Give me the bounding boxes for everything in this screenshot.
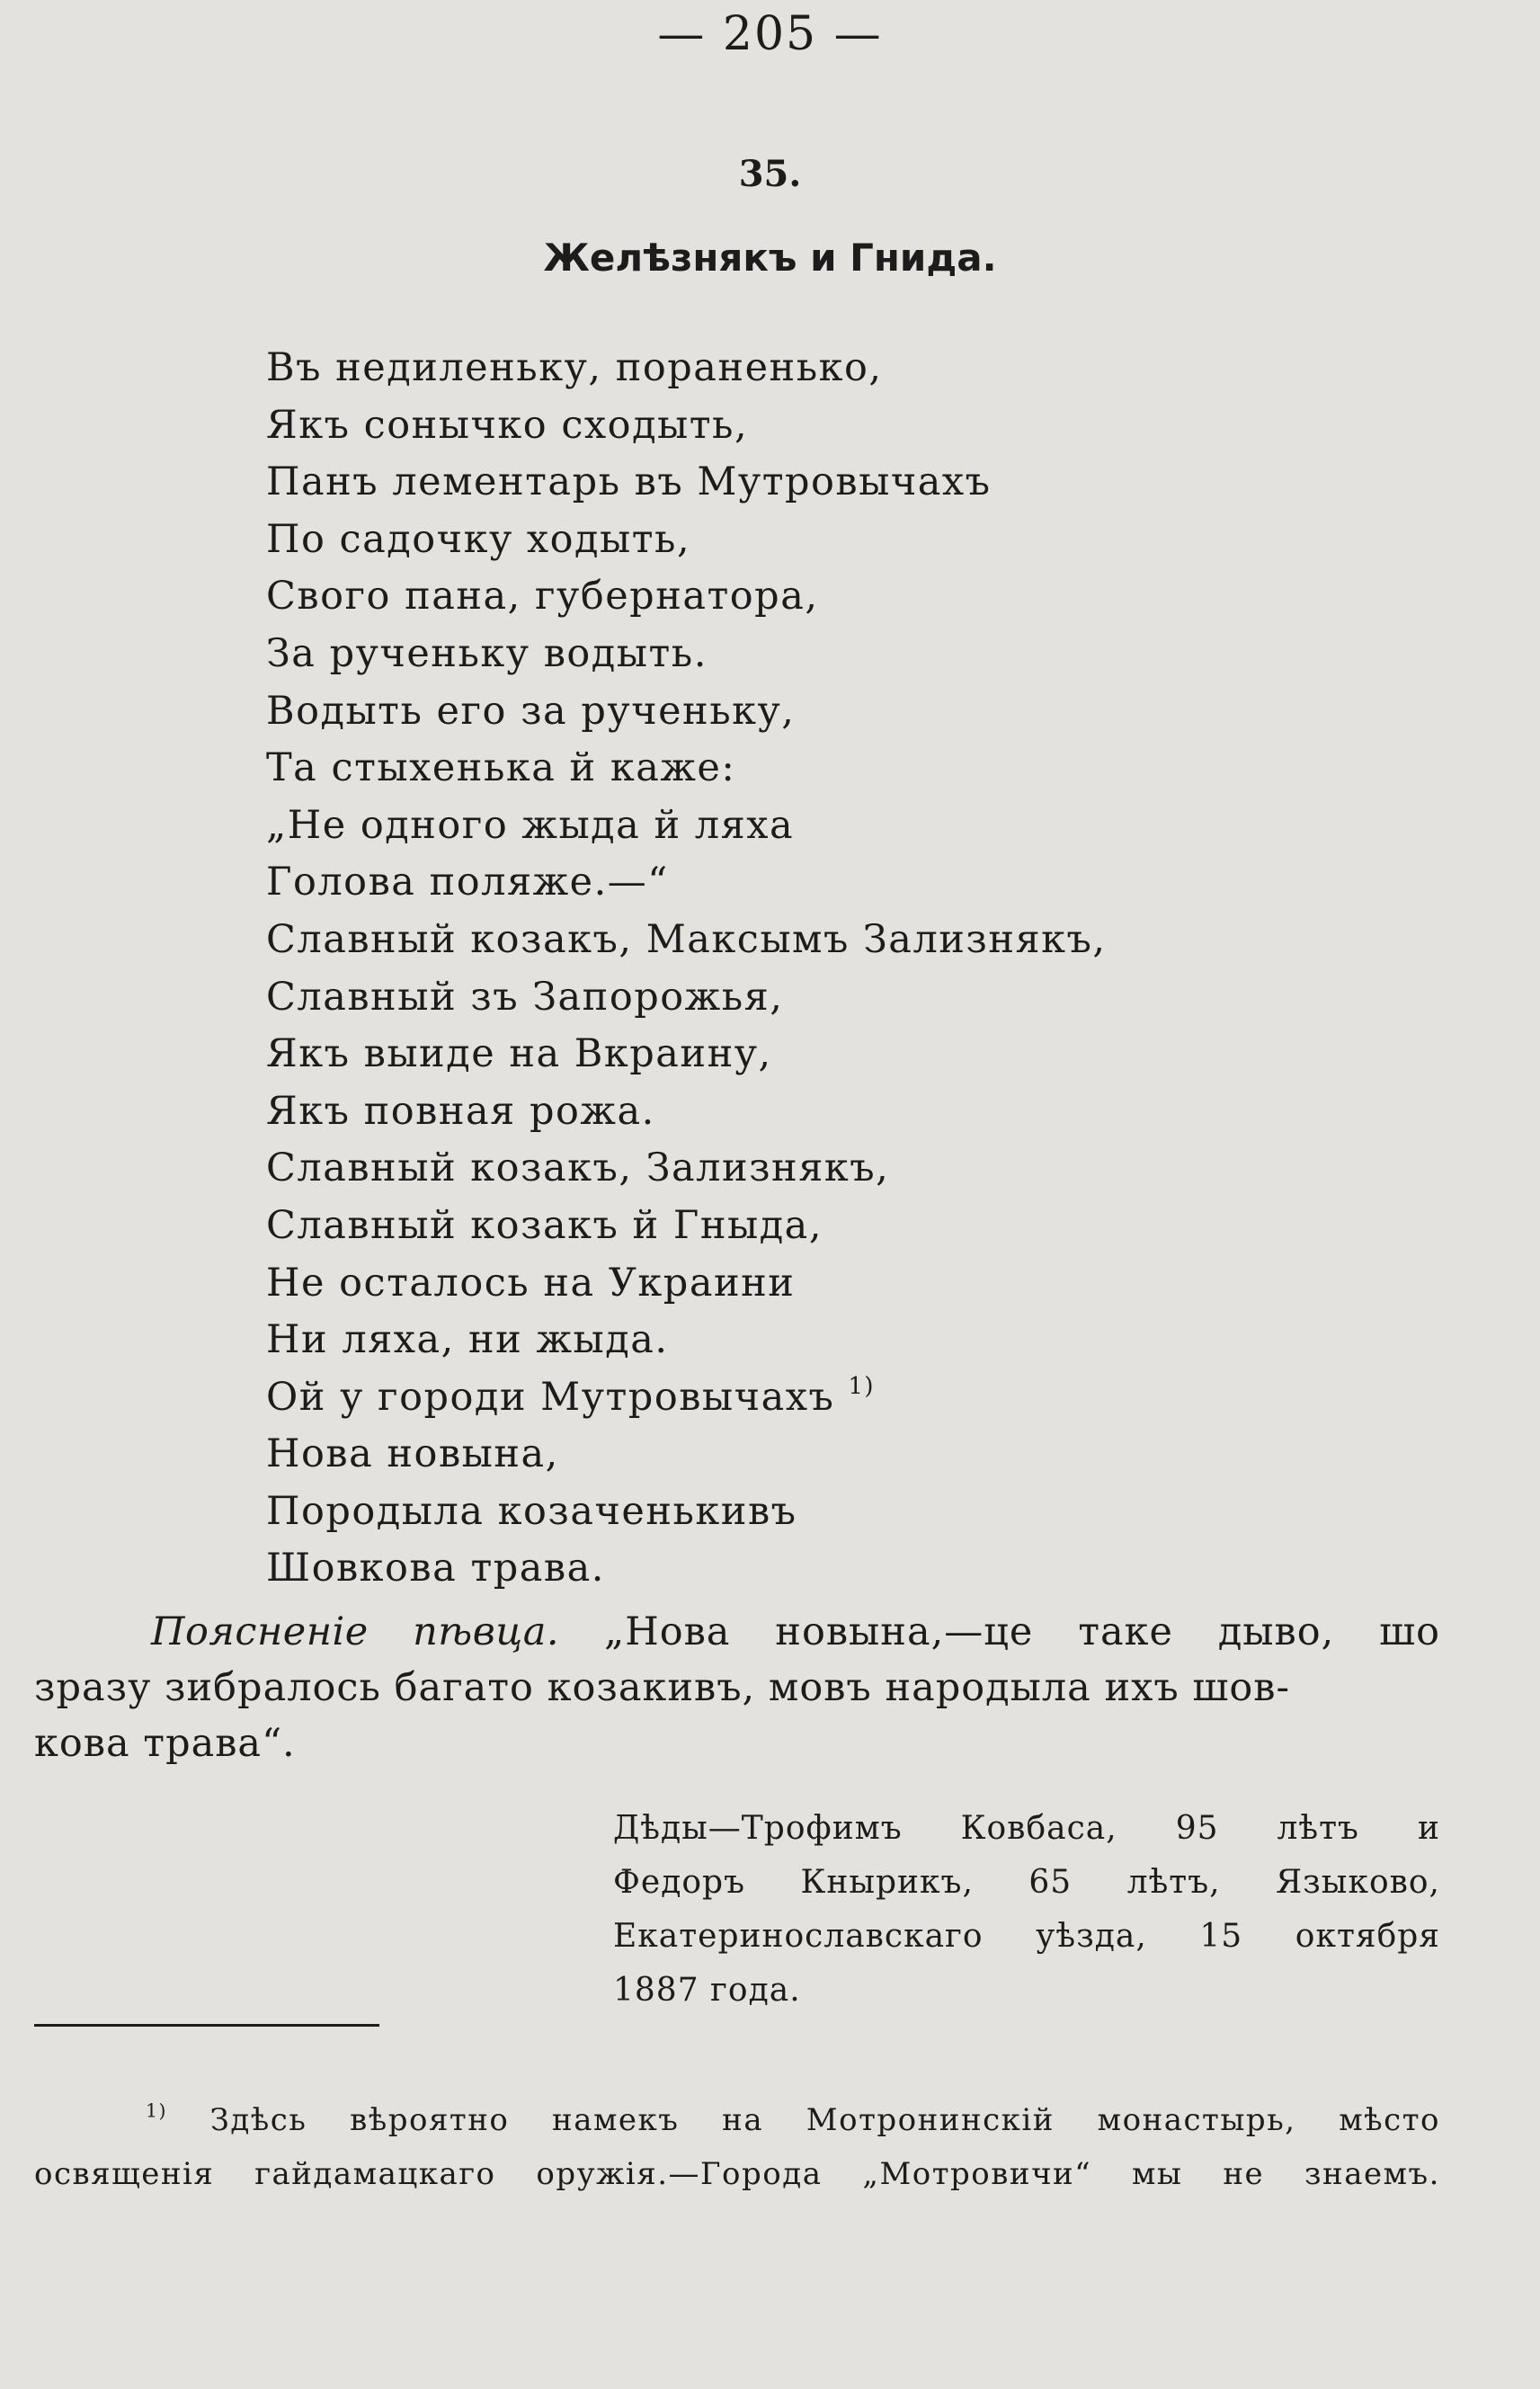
verse-line: Славный козакъ, Зализнякъ, [266,1145,890,1191]
verse-line: Якъ выиде на Вкраину, [266,1031,772,1077]
page-number: — 205 — [657,7,883,61]
verse-line: Въ недиленьку, пораненько, [266,345,883,390]
verse-line: За рученьку водыть. [266,630,708,676]
explanation-line: кова трава“. [34,1721,296,1766]
song-number: 35. [738,153,802,195]
song-verse [266,340,1345,1598]
explanation-line [34,1604,1440,1660]
verse-line: Свого пана, губернатора, [266,574,819,620]
source-attribution [613,1802,1440,2018]
explanation-line: зразу зибралось багато козакивъ, мовъ народыла ихъ шов- [34,1665,1291,1710]
footnote-reference: 1) [848,1372,875,1400]
attribution-line: Екатеринославскаго уѣзда, 15 октября [613,1918,1440,1955]
footnote-line: освященія гайдамацкаго оружія.—Города „Мотровичи“ мы не знаемъ. [34,2156,1440,2192]
verse-line: Панъ лементарь въ Мутровычахъ [266,459,992,505]
singer-explanation [34,1604,1440,1771]
footnote-line [34,2093,1440,2147]
footnote-text: Здѣсь вѣроятно намекъ на Мотронинскій монастырь, мѣсто [209,2102,1441,2138]
footnote-marker: 1) [146,2099,167,2122]
footnote-divider [34,2024,379,2027]
verse-line: Породыла козаченькивъ [266,1488,797,1534]
verse-line: Нова новына, [266,1431,559,1477]
verse-line: „Не одного жыда й ляха [266,802,795,848]
verse-line: По садочку ходыть, [266,516,691,562]
verse-line: Славный зъ Запорожья, [266,974,784,1020]
attribution-line: Федоръ Кнырикъ, 65 лѣтъ, Языково, [613,1864,1440,1901]
verse-line-with-footnote [266,1369,1345,1427]
verse-line: Якъ повная рожа. [266,1088,655,1134]
verse-line: Ни ляха, ни жыда. [266,1317,669,1363]
explanation-text: „Нова новына,—це таке дыво, шо [603,1609,1441,1654]
verse-line: Якъ сонычко сходыть, [266,402,749,448]
footnote [34,2093,1440,2201]
verse-line: Не осталось на Украини [266,1260,796,1306]
verse-line: Шовкова трава. [266,1546,605,1591]
verse-line: Голова поляже.—“ [266,860,669,905]
verse-line: Славный козакъ, Максымъ Зализнякъ, [266,916,1107,962]
attribution-line: Дѣды—Трофимъ Ковбаса, 95 лѣтъ и [613,1810,1440,1847]
verse-line: Славный козакъ й Гныда, [266,1202,823,1248]
verse-line-text: Ой у городи Мутровычахъ [266,1374,835,1420]
attribution-line: 1887 года. [613,1972,801,2009]
explanation-label: Поясненіе пѣвца. [151,1609,560,1654]
song-title: Желѣзнякъ и Гнида. [543,236,997,280]
verse-line: Водыть его за рученьку, [266,688,796,734]
verse-line: Та стыхенька й каже: [266,745,736,791]
